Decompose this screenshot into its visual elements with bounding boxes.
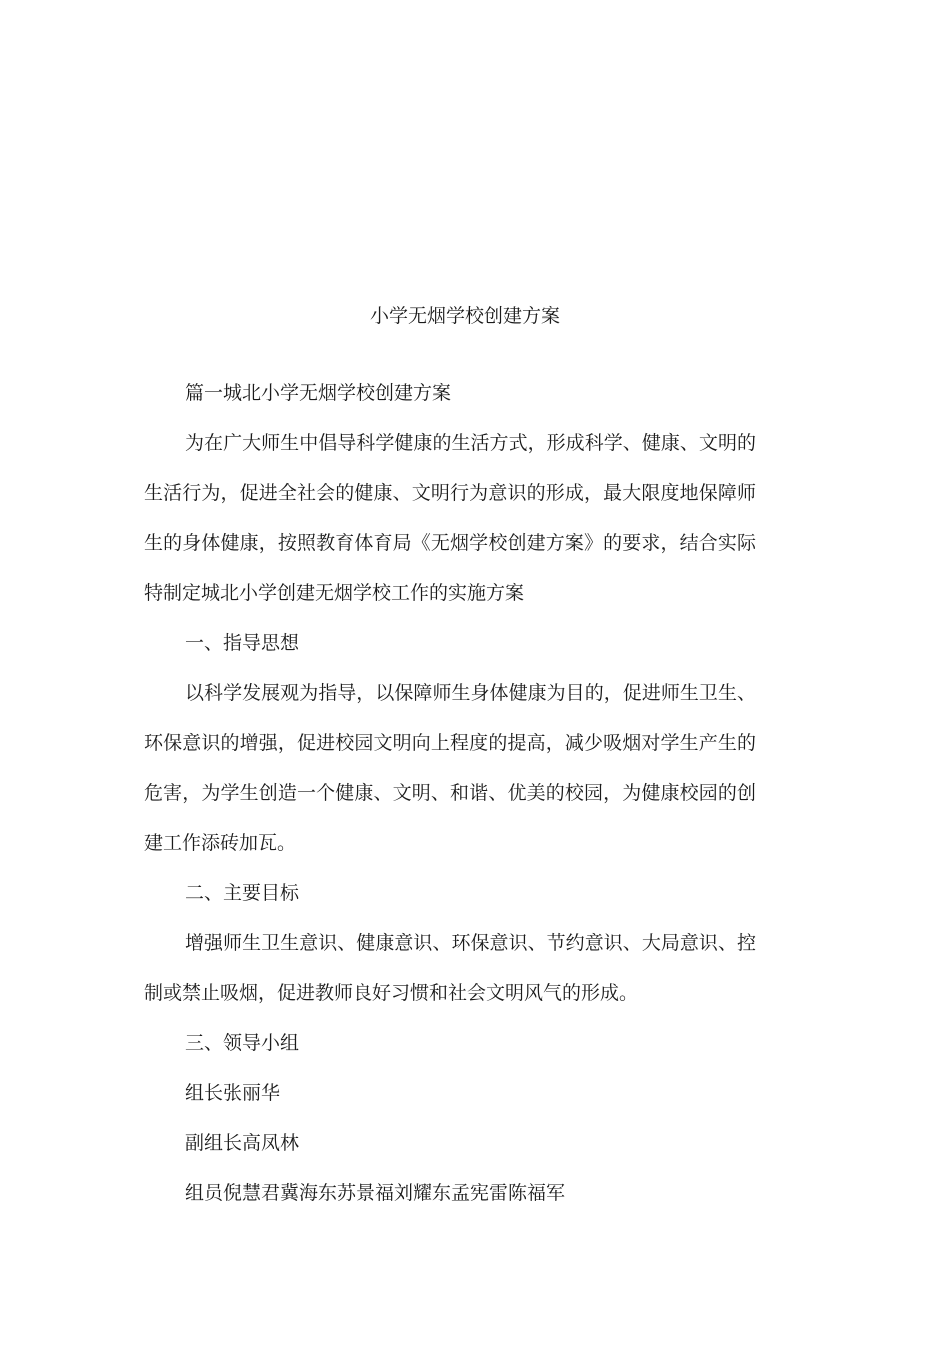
document-body xyxy=(144,368,756,1218)
heading-leadership-group: 三、领导小组 xyxy=(185,1032,300,1054)
main-goals-paragraph: 增强师生卫生意识、健康意识、环保意识、节约意识、大局意识、控制或禁止吸烟，促进教师良好习惯和社会文明风气的形成。 xyxy=(144,932,756,1004)
group-members: 组员倪慧君冀海东苏景福刘耀东孟宪雷陈福军 xyxy=(185,1182,566,1204)
heading-main-goals: 二、主要目标 xyxy=(185,882,300,904)
guiding-thought-paragraph: 以科学发展观为指导，以保障师生身体健康为目的，促进师生卫生、环保意识的增强，促进校园文明向上程度的提高，减少吸烟对学生产生的危害，为学生创造一个健康、文明、和谐、优美的校园，为健康校园的创建工作添砖加瓦。 xyxy=(144,682,756,854)
section-subtitle: 篇一城北小学无烟学校创建方案 xyxy=(185,382,452,404)
document-title: 小学无烟学校创建方案 xyxy=(369,305,560,327)
group-deputy-leader: 副组长高凤林 xyxy=(185,1132,300,1154)
intro-paragraph: 为在广大师生中倡导科学健康的生活方式，形成科学、健康、文明的生活行为，促进全社会的健康、文明行为意识的形成，最大限度地保障师生的身体健康，按照教育体育局《无烟学校创建方案》的要求，结合实际特制定城北小学创建无烟学校工作的实施方案 xyxy=(144,432,756,604)
heading-guiding-thought: 一、指导思想 xyxy=(185,632,300,654)
group-leader: 组长张丽华 xyxy=(185,1082,281,1104)
